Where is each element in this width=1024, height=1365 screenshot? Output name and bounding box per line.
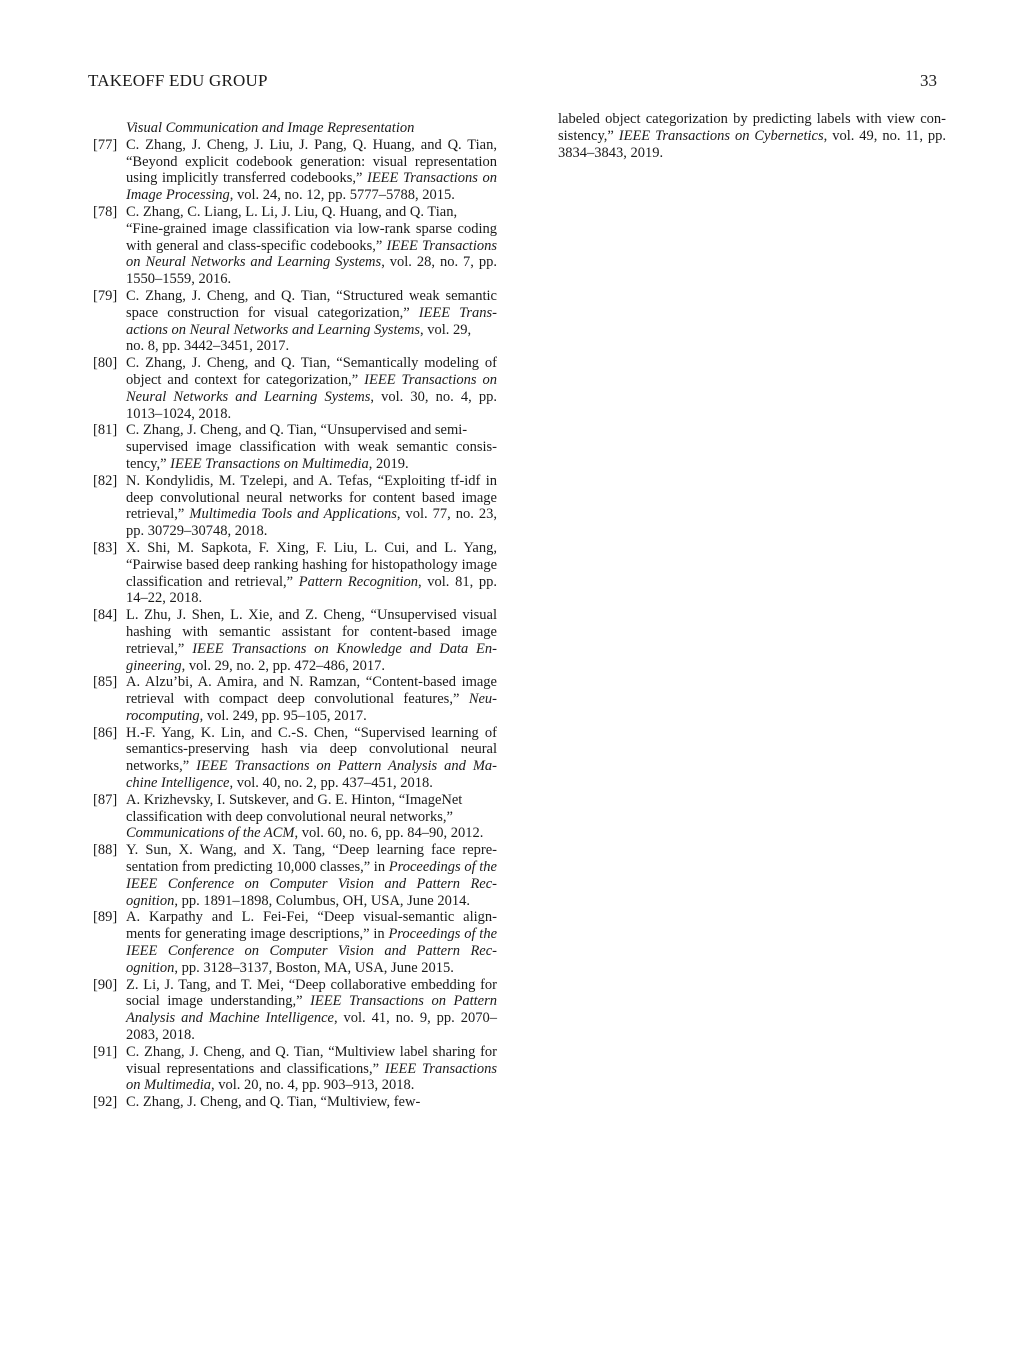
reference-list [93, 137, 497, 1111]
reference-number: [84] [93, 607, 118, 624]
right-column [558, 111, 946, 161]
reference-text: A. Alzu’bi, A. Amira, and N. Ramzan, “Content-based image retrieval with compact deep convolutional features,” Neu- rocomputing, vol. 249, pp. 95–105, 2017. [126, 674, 497, 724]
italic-title: Multimedia Tools and Applications [189, 506, 397, 523]
reference-item [93, 792, 497, 842]
reference-number: [79] [93, 287, 118, 304]
reference-number: [81] [93, 422, 118, 439]
italic-title: IEEE Transactions on Multimedia [126, 1060, 497, 1094]
reference-text: no. 8, pp. 3442–3451, 2017. [126, 338, 290, 355]
reference-text: C. Zhang, J. Cheng, and Q. Tian, “Structured weak semantic space construction for visual categorization,” IEEE Trans- actions on Neural Networks and Learning Systems, vol. 29, [126, 287, 497, 338]
italic-title: Neu- rocomputing [126, 691, 497, 724]
italic-title: IEEE Transactions on Neural Networks and Learning Systems [126, 237, 497, 271]
reference-item [93, 1094, 497, 1111]
reference-text: C. Zhang, C. Liang, L. Li, J. Liu, Q. Huang, and Q. Tian, [126, 203, 458, 220]
reference-item [93, 422, 497, 472]
reference-item [93, 977, 497, 1044]
reference-text: X. Shi, M. Sapkota, F. Xing, F. Liu, L. Cui, and L. Yang, “Pairwise based deep ranking hashing for histopathology image classification and retrieval,” Pattern Recognition, vol. 81, pp. 14–22, 2018. [126, 539, 497, 607]
reference-number: [83] [93, 539, 118, 556]
reference-text: Y. Sun, X. Wang, and X. Tang, “Deep learning face repre- sentation from predicting 10,000 classes,” in Proceedings of the IEEE Conference on Computer Vision and Pattern Rec- ognition, pp. 1891–1898, Columbus, OH, USA, June 2014. [126, 842, 497, 909]
reference-item [93, 540, 497, 607]
reference-text: C. Zhang, J. Cheng, and Q. Tian, “Unsupervised and semi- [126, 422, 468, 439]
reference-text: supervised image classification with weak semantic consis- tency,” IEEE Transactions on Multimedia, 2019. [126, 439, 497, 472]
reference-number: [85] [93, 674, 118, 691]
reference-item [93, 909, 497, 976]
italic-title: Proceedings of the IEEE Conference on Computer Vision and Pattern Rec- ognition [126, 926, 498, 976]
reference-text: labeled object categorization by predicting labels with view con- sistency,” IEEE Transactions on Cybernetics, vol. 49, no. 11, pp. 3834–3843, 2019. [558, 111, 946, 161]
italic-title: Pattern Recognition [298, 573, 418, 590]
reference-text: A. Karpathy and L. Fei-Fei, “Deep visual-semantic align- ments for generating image descriptions,” in Proceedings of the IEEE Conference on Computer Vision and Pattern Rec- ognition, pp. 3128–3137, Boston, MA, USA, June 2015. [126, 909, 498, 976]
reference-number: [90] [93, 976, 118, 993]
reference-text: Communications of the ACM, vol. 60, no. 6, pp. 84–90, 2012. [126, 825, 484, 842]
italic-title: IEEE Transactions on Multimedia [170, 455, 369, 472]
reference-item [93, 607, 497, 674]
reference-number: [86] [93, 724, 118, 741]
italic-title: IEEE Transactions on Neural Networks and Learning Systems [126, 371, 497, 405]
italic-title: IEEE Transactions on Pattern Analysis and Ma- chine Intelligence [126, 758, 497, 792]
reference-number: [92] [93, 1094, 118, 1111]
reference-number: [89] [93, 909, 118, 926]
running-header: TAKEOFF EDU GROUP [88, 71, 268, 90]
reference-text: A. Krizhevsky, I. Sutskever, and G. E. Hinton, “ImageNet [126, 791, 463, 808]
italic-title: IEEE Transactions on Cybernetics [618, 127, 824, 144]
reference-text: H.-F. Yang, K. Lin, and C.-S. Chen, “Supervised learning of semantics-preserving hash via deep convolutional neural networks,” IEEE Transactions on Pattern Analysis and Ma- chine Intelligence, vol. 40, no. 2, pp. 437–451, 2018. [126, 724, 497, 792]
reference-item [93, 674, 497, 724]
reference-number: [91] [93, 1043, 118, 1060]
reference-text: classification with deep convolutional neural networks,” [126, 808, 453, 825]
italic-title: Proceedings of the IEEE Conference on Computer Vision and Pattern Rec- ognition [126, 859, 497, 909]
reference-continuation [93, 120, 497, 137]
reference-text: N. Kondylidis, M. Tzelepi, and A. Tefas, “Exploiting tf-idf in deep convolutional neural networks for content based image retrieval,” Multimedia Tools and Applications, vol. 77, no. 23, pp. 30729–30748, 2018. [126, 472, 497, 540]
reference-text: C. Zhang, J. Cheng, and Q. Tian, “Multiview label sharing for visual representations and classifications,” IEEE Transactions on Multimedia, vol. 20, no. 4, pp. 903–913, 2018. [126, 1043, 497, 1094]
reference-number: [82] [93, 472, 118, 489]
reference-text: C. Zhang, J. Cheng, and Q. Tian, “Multiview, few- [126, 1094, 421, 1111]
reference-item [93, 473, 497, 540]
italic-title: Communications of the ACM [126, 825, 295, 842]
reference-text: “Fine-grained image classification via low-rank sparse coding with general and class-specific codebooks,” IEEE Transactions on Neural Networks and Learning Systems, vol. 28, no. 7, pp. 1550–1559, 2016. [126, 220, 498, 288]
reference-number: [77] [93, 136, 118, 153]
reference-text: L. Zhu, J. Shen, L. Xie, and Z. Cheng, “Unsupervised visual hashing with semantic assistant for content-based image retrieval,” IEEE Transactions on Knowledge and Data En- gineering, vol. 29, no. 2, pp. 472–486, 2017. [126, 607, 497, 674]
reference-continuation [558, 111, 946, 161]
page-number: 33 [920, 71, 937, 90]
italic-title: Visual Communication and Image Representation [126, 120, 415, 136]
reference-text: Z. Li, J. Tang, and T. Mei, “Deep collaborative embedding for social image understanding,” IEEE Transactions on Pattern Analysis and Machine Intelligence, vol. 41, no. 9, pp. 2070– 2083, 2018. [126, 976, 497, 1044]
reference-item [93, 1044, 497, 1094]
reference-item [93, 204, 497, 288]
reference-number: [88] [93, 842, 118, 859]
reference-item [93, 842, 497, 909]
reference-item [93, 137, 497, 204]
reference-item [93, 288, 497, 355]
italic-title: IEEE Trans- actions on Neural Networks and Learning Systems [126, 304, 497, 338]
reference-text: C. Zhang, J. Cheng, J. Liu, J. Pang, Q. Huang, and Q. Tian, “Beyond explicit codebook generation: visual representation using implicitly transferred codebooks,” IEEE Transactions on Image Processing, vol. 24, no. 12, pp. 5777–5788, 2015. [126, 136, 497, 204]
reference-text [126, 120, 497, 137]
italic-title: IEEE Transactions on Knowledge and Data En- gineering [126, 640, 497, 674]
reference-text: C. Zhang, J. Cheng, and Q. Tian, “Semantically modeling of object and context for categorization,” IEEE Transactions on Neural Networks and Learning Systems, vol. 30, no. 4, pp. 1013–1024, 2018. [126, 355, 498, 422]
italic-title: IEEE Transactions on Image Processing [126, 170, 497, 204]
reference-number: [80] [93, 355, 118, 372]
reference-number: [78] [93, 203, 118, 220]
italic-title: IEEE Transactions on Pattern Analysis and Machine Intelligence [126, 993, 497, 1027]
reference-item [93, 355, 497, 422]
reference-number: [87] [93, 791, 118, 808]
left-column [93, 120, 497, 1111]
reference-item [93, 725, 497, 792]
